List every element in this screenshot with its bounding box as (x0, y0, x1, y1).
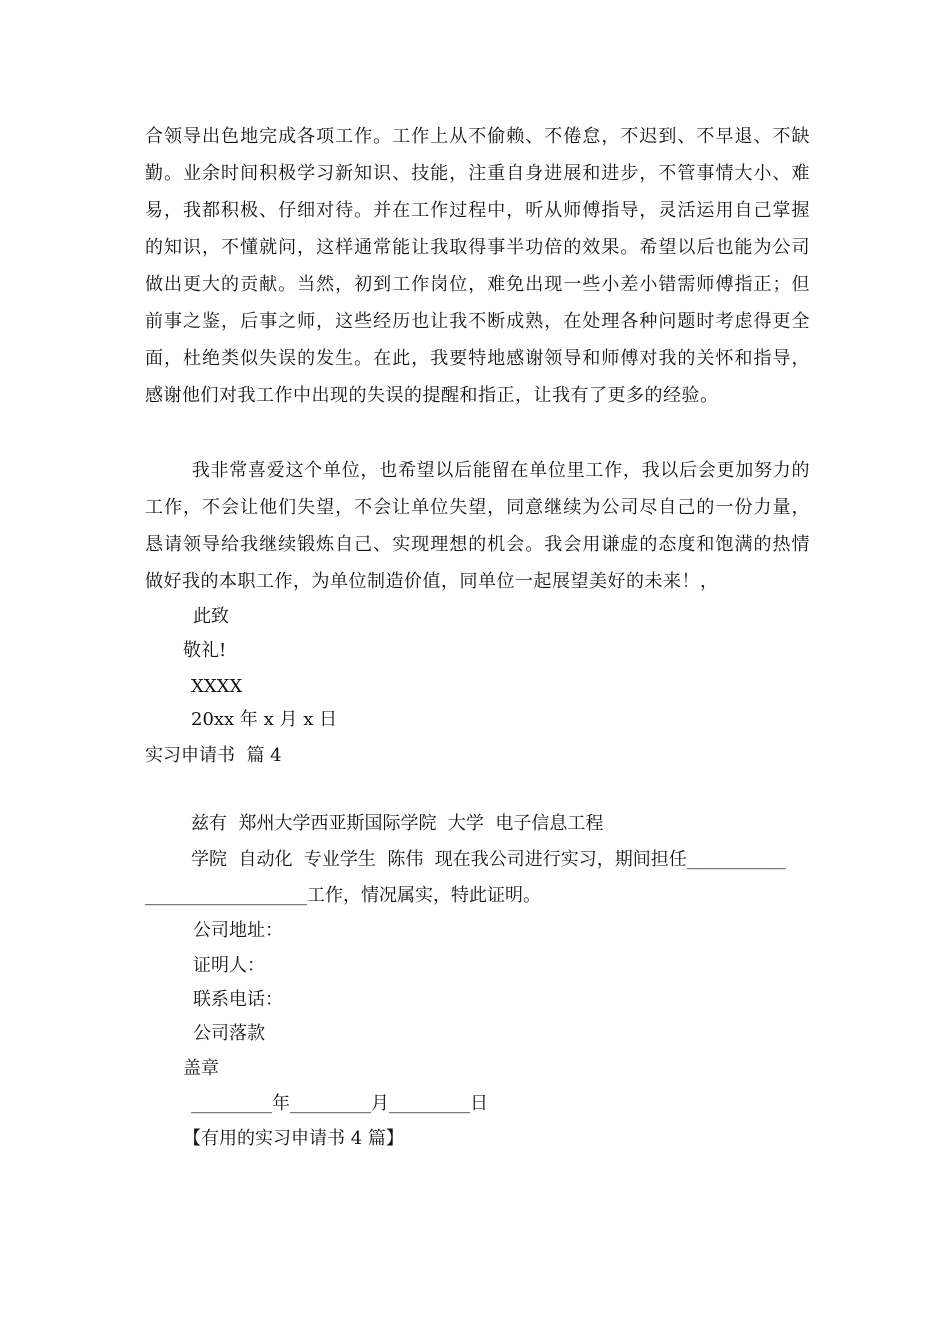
field-date-blanks: _________年_________月_________日 (191, 1093, 488, 1114)
body-paragraph-1: 合领导出色地完成各项工作。工作上从不偷赖、不倦怠，不迟到、不早退、不缺勤。业余时间积极学习新知识、技能，注重自身进展和进步，不管事情大小、难易，我都积极、仔细对待。并在工作过程中，听从师傅指导，灵活运用自己掌握的知识，不懂就问，这样通常能让我取得事半功倍的效果。希望以后也能为公司做出更大的贡献。当然，初到工作岗位，难免出现一些小差小错需师傅指正；但前事之鉴，后事之师，这些经历也让我不断成熟，在处理各种问题时考虑得更全面，杜绝类似失误的发生。在此，我要特地感谢领导和师傅对我的关怀和指导，感谢他们对我工作中出现的失误的提醒和指正，让我有了更多的经验。 (145, 126, 810, 406)
field-company-address: 公司地址： (193, 920, 283, 941)
footer-title: 【有用的实习申请书 4 篇】 (183, 1128, 404, 1149)
section-title: 实习申请书 篇 4 (145, 745, 282, 766)
field-phone: 联系电话： (193, 989, 283, 1010)
signature-date: 20xx 年 x 月 x 日 (191, 709, 338, 730)
body-paragraph-2: 我非常喜爱这个单位，也希望以后能留在单位里工作，我以后会更加努力的工作，不会让他们失望，不会让单位失望，同意继续为公司尽自己的一份力量，恳请领导给我继续锻炼自己、实现理想的机会。我会用谦虚的态度和饱满的热情做好我的本职工作，为单位制造价值，同单位一起展望美好的未来！， (145, 460, 810, 592)
field-witness: 证明人： (193, 955, 265, 976)
closing-regards: 敬礼! (183, 640, 227, 661)
certificate-line-3: __________________工作，情况属实，特此证明。 (145, 885, 541, 906)
certificate-line-2: 学院 自动化 专业学生 陈伟 现在我公司进行实习，期间担任___________ (191, 849, 786, 870)
closing-salutation: 此致 (193, 606, 229, 627)
field-company-signature: 公司落款 (193, 1023, 265, 1044)
certificate-line-1: 兹有 郑州大学西亚斯国际学院 大学 电子信息工程 (191, 813, 604, 834)
field-seal: 盖章 (183, 1058, 219, 1079)
signer-name: XXXX (191, 676, 243, 697)
